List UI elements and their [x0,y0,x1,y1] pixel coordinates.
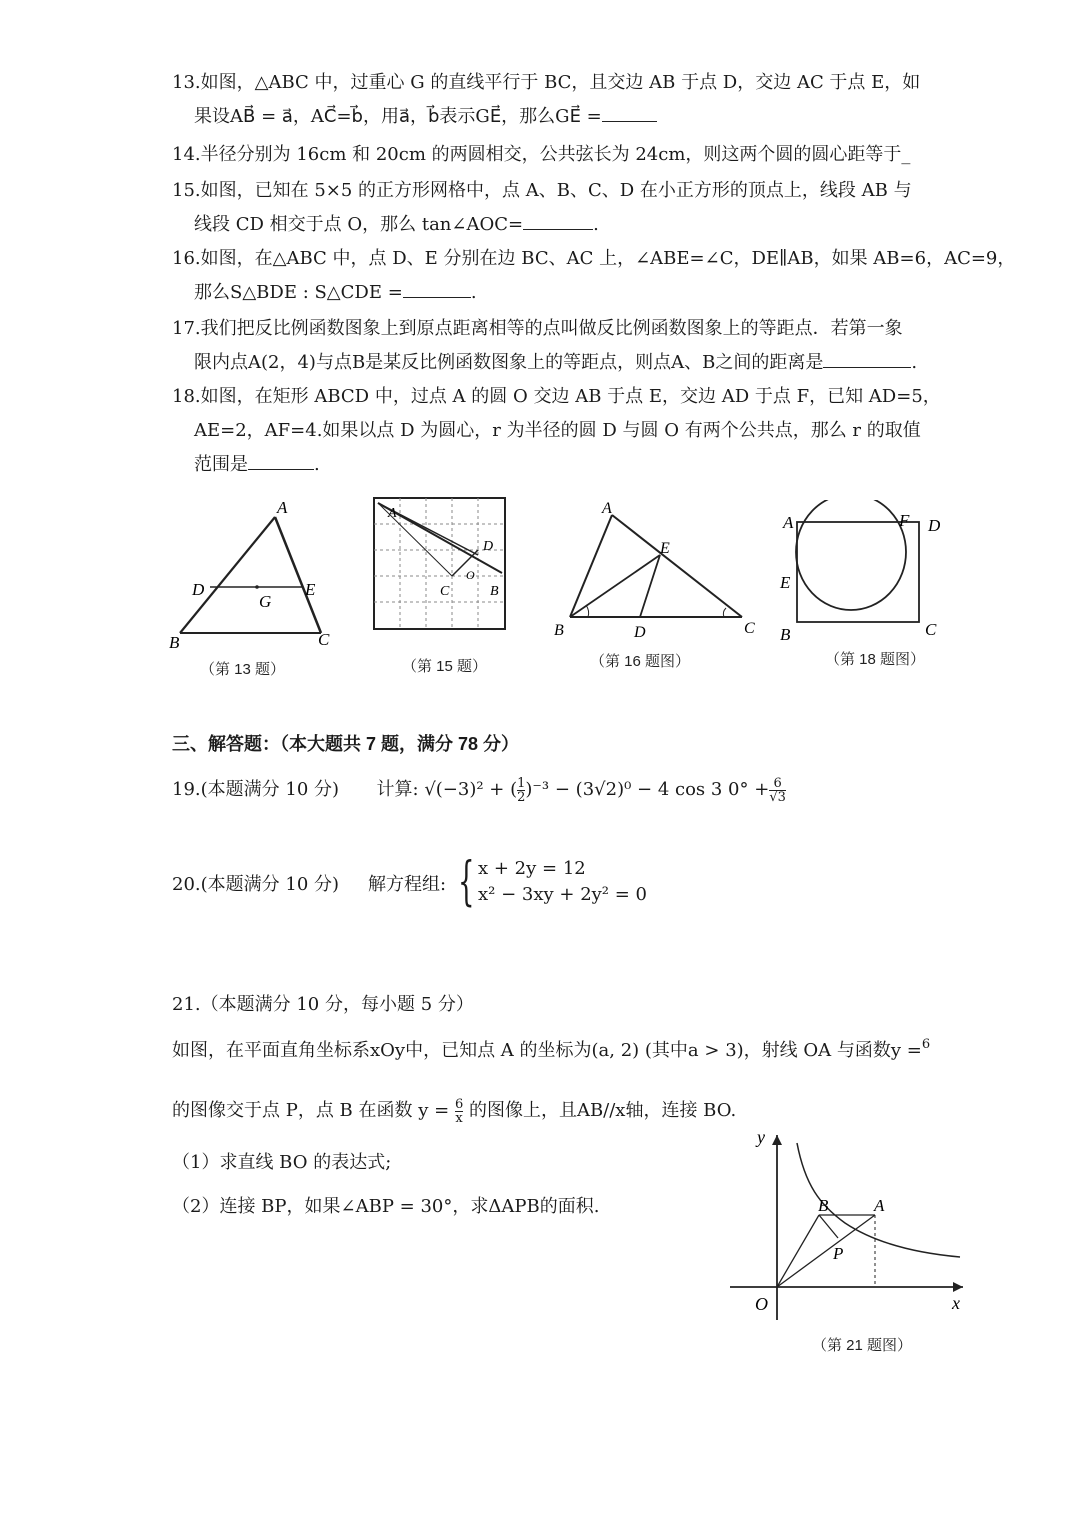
answer-blank[interactable] [602,103,657,122]
q20-eq2: x² − 3xy + 2y² = 0 [478,884,648,905]
q19-expr: √(−3)² + ( [424,779,518,800]
q18-end: . [314,454,320,475]
q21-frac-num: 6 [454,1096,464,1112]
label-A: A [388,506,397,521]
q21-frac-den: x [455,1110,463,1126]
label-B: B [490,584,499,599]
label-C: C [440,584,450,599]
q19-prompt: 计算: [376,779,419,800]
label-y: y [757,1127,765,1147]
label-E: E [660,540,670,557]
q19-frac2-num: 6 [773,775,782,791]
answer-blank[interactable] [523,211,593,230]
question-15 [172,174,952,242]
q13-line2: 果设AB⃗ = a⃗，AC⃗=b⃗，用a⃗，b⃗表示GE⃗，那么GE⃗ = [194,106,602,127]
question-17 [172,312,952,380]
q20-system [478,856,647,908]
label-B: B [818,1196,829,1215]
caption-21: （第 21 题图） [812,1337,913,1354]
answer-blank[interactable] [403,279,471,298]
label-G: G [259,592,272,611]
q18-line2: AE=2，AF=4.如果以点 D 为圆心，r 为半径的圆 D 与圆 O 有两个公共点，那么 r 的取值 [194,420,921,441]
figure-15 [370,495,510,635]
question-14 [172,138,952,172]
label-C: C [925,620,937,639]
q19-expr2: )⁻³ − (3√2)⁰ − 4 cos 3 0° + [525,779,770,800]
label-A: A [874,1196,885,1215]
q21-label: 21.（本题满分 10 分，每小题 5 分） [172,994,474,1015]
section-3-header: 三、解答题：（本大题共 7 题，满分 78 分） [172,734,520,754]
label-D: D [192,580,205,599]
q16-line2: 那么S△BDE : S△CDE = [194,282,403,303]
q19-frac-num: 1 [517,775,526,791]
q20-label: 20.(本题满分 10 分) [172,874,340,895]
figure-21 [725,1125,970,1325]
label-B: B [554,622,564,639]
q17-line1: 17.我们把反比例函数图象上到原点距离相等的点叫做反比例函数图象上的等距点．若第一象 [172,318,903,339]
q19-frac-den: 2 [517,789,526,805]
label-B: B [780,625,791,644]
label-A: A [783,513,794,532]
q15-line1: 15.如图，已知在 5×5 的正方形网格中，点 A、B、C、D 在小正方形的顶点上，线段 AB 与 [172,180,912,201]
caption-16: （第 16 题图） [590,653,691,670]
label-C: C [318,630,330,649]
q21-fraction [455,1098,463,1125]
q19-label: 19.(本题满分 10 分) [172,779,340,800]
q21-part1: （1）求直线 BO 的表达式; [172,1152,392,1173]
q15-line2: 线段 CD 相交于点 O，那么 tan∠AOC= [194,214,524,235]
q21-line2 [172,1094,952,1128]
question-16 [172,242,1016,310]
q21-line1 [172,1034,952,1070]
q20-prompt: 解方程组: [368,874,447,895]
label-O: O [755,1294,768,1314]
label-D: D [483,539,494,554]
q16-line1: 16.如图，在△ABC 中，点 D、E 分别在边 BC、AC 上，∠ABE=∠C，DE∥AB，如果 AB=6，AC=9， [172,248,1016,269]
q21-line1-text: 如图，在平面直角坐标系xOy中，已知点 A 的坐标为(a, 2) (其中a > 3)，射线 OA 与函数y = [172,1040,922,1061]
answer-blank[interactable] [248,451,314,470]
q18-line1: 18.如图，在矩形 ABCD 中，过点 A 的圆 O 交边 AB 于点 E，交边 AD 于点 F，已知 AD=5， [172,386,941,407]
q21-line2b: 的图像上，且AB//x轴，连接 BO. [468,1100,737,1121]
q21-part2: （2）连接 BP，如果∠ABP = 30°，求ΔAPB的面积. [172,1196,600,1217]
q17-end: . [911,352,918,373]
caption-18: （第 18 题图） [825,651,926,668]
q21-line1-frac: 6 [921,1037,931,1052]
label-A: A [277,498,288,517]
question-18 [172,380,952,482]
label-B: B [169,633,180,652]
label-D: D [928,516,941,535]
label-F: F [899,511,910,530]
q20-brace: { [458,852,475,912]
question-13 [172,66,952,134]
q17-line2: 限内点A(2，4)与点B是某反比例函数图象上的等距点，则点A、B之间的距离是 [194,352,824,373]
label-O: O [466,568,475,582]
caption-13: （第 13 题） [200,661,286,678]
label-P: P [833,1244,844,1263]
label-A: A [602,500,612,517]
q15-end: . [593,214,599,235]
label-C: C [744,620,755,637]
figure-18 [775,500,950,645]
answer-blank[interactable] [823,349,911,368]
caption-15: （第 15 题） [402,658,488,675]
q19-frac2-den: √3 [769,789,786,805]
figure-13 [165,495,345,655]
q14-line1: 14.半径分别为 16cm 和 20cm 的两圆相交，公共弦长为 24cm，则这两个圆的圆心距等于_ [172,144,911,165]
q20-eq1: x + 2y = 12 [478,858,586,879]
q21-line2a: 的图像交于点 P，点 B 在函数 y = [172,1100,450,1121]
label-x: x [952,1293,960,1313]
label-D: D [634,624,646,641]
label-E: E [305,580,316,599]
q16-end: . [470,282,477,303]
figure-16 [550,495,760,645]
question-19 [172,773,952,807]
q13-line1: 13.如图，△ABC 中，过重心 G 的直线平行于 BC，且交边 AB 于点 D，交边 AC 于点 E，如 [172,72,921,93]
q18-line3: 范围是 [194,454,248,475]
label-E: E [780,573,791,592]
q19-fraction-six [769,777,786,804]
